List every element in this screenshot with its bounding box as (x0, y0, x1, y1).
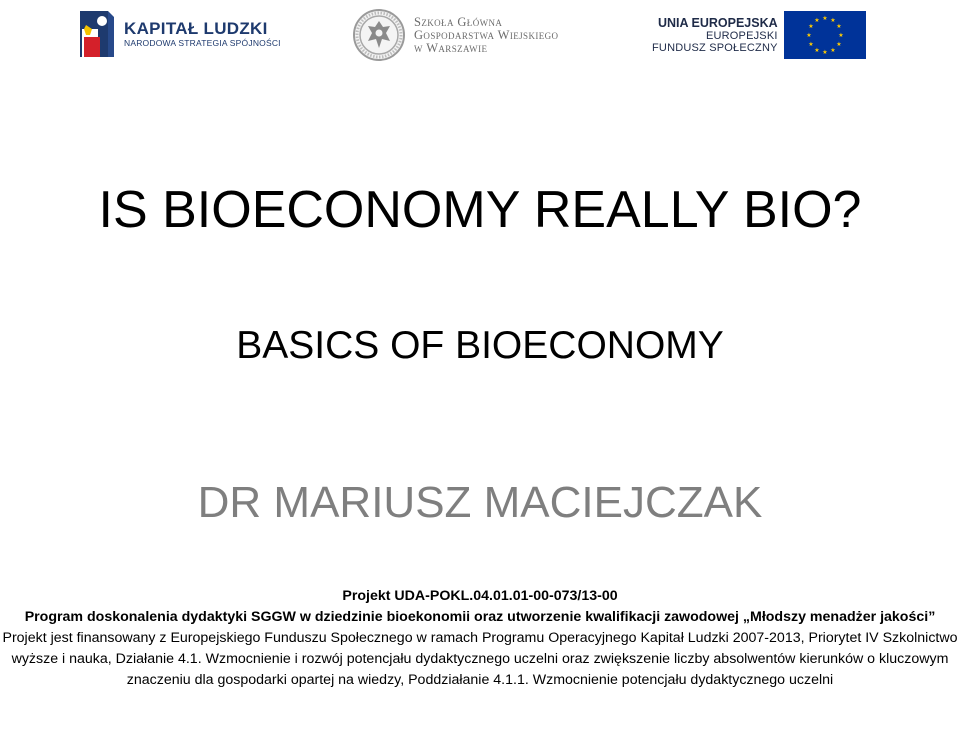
project-id: Projekt UDA-POKL.04.01.01-00-073/13-00 (342, 588, 618, 604)
funding-statement: Projekt jest finansowany z Europejskiego Funduszu Społecznego w ramach Programu Operacyjnego Kapitał Ludzki 2007-2013, Priorytet IV Szkolnictwo wyższe i nauka, Działanie 4.1. Wzmocnienie i rozwój potencjału dydaktycznego uczelni oraz zwiększenie liczby absolwentów kierunków o kluczowym znaczeniu dla gospodarki opartej na wiedzy, Poddziałanie 4.1.1. Wzmocnienie potencjału dydaktycznego uczelni (2, 630, 958, 688)
eu-logo (652, 10, 866, 60)
funding-footer (0, 586, 960, 691)
svg-text:★: ★ (813, 17, 820, 24)
eu-union-label: UNIA EUROPEJSKA (657, 15, 778, 30)
svg-text:★: ★ (807, 41, 814, 48)
sggw-name-line-2: Gospodarstwa Wiejskiego (414, 27, 559, 42)
eu-fund-label-2: FUNDUSZ SPOŁECZNY (652, 41, 778, 54)
svg-text:★: ★ (821, 15, 828, 22)
slide-title: IS BIOECONOMY REALLY BIO? (98, 181, 862, 239)
kapital-ludzki-emblem-icon (78, 7, 116, 61)
kapital-ludzki-name: KAPITAŁ LUDZKI (124, 19, 268, 38)
sggw-logo (352, 7, 558, 63)
kapital-ludzki-logo (78, 6, 281, 62)
svg-text:★: ★ (805, 32, 812, 39)
eu-fund-label-1: EUROPEJSKI (705, 29, 778, 42)
sggw-name-line-1: Szkoła Główna (414, 14, 503, 29)
sggw-name-line-3: w Warszawie (414, 40, 488, 55)
svg-text:★: ★ (807, 23, 814, 30)
kapital-ludzki-tagline: NARODOWA STRATEGIA SPÓJNOŚCI (124, 38, 281, 48)
svg-text:★: ★ (837, 32, 844, 39)
eu-flag-icon (784, 11, 866, 59)
slide-subtitle: BASICS OF BIOECONOMY (236, 324, 724, 367)
svg-text:★: ★ (835, 23, 842, 30)
svg-text:★: ★ (813, 47, 820, 54)
svg-text:★: ★ (829, 17, 836, 24)
program-name: Program doskonalenia dydaktyki SGGW w dziedzinie bioekonomii oraz utworzenie kwalifikacji zawodowej „Młodszy menadżer jakości” (24, 609, 936, 625)
svg-text:★: ★ (829, 47, 836, 54)
svg-text:★: ★ (835, 41, 842, 48)
logo-bar (0, 0, 960, 70)
svg-text:★: ★ (821, 49, 828, 56)
university-seal-icon (352, 8, 406, 62)
slide-author: DR MARIUSZ MACIEJCZAK (197, 478, 763, 527)
